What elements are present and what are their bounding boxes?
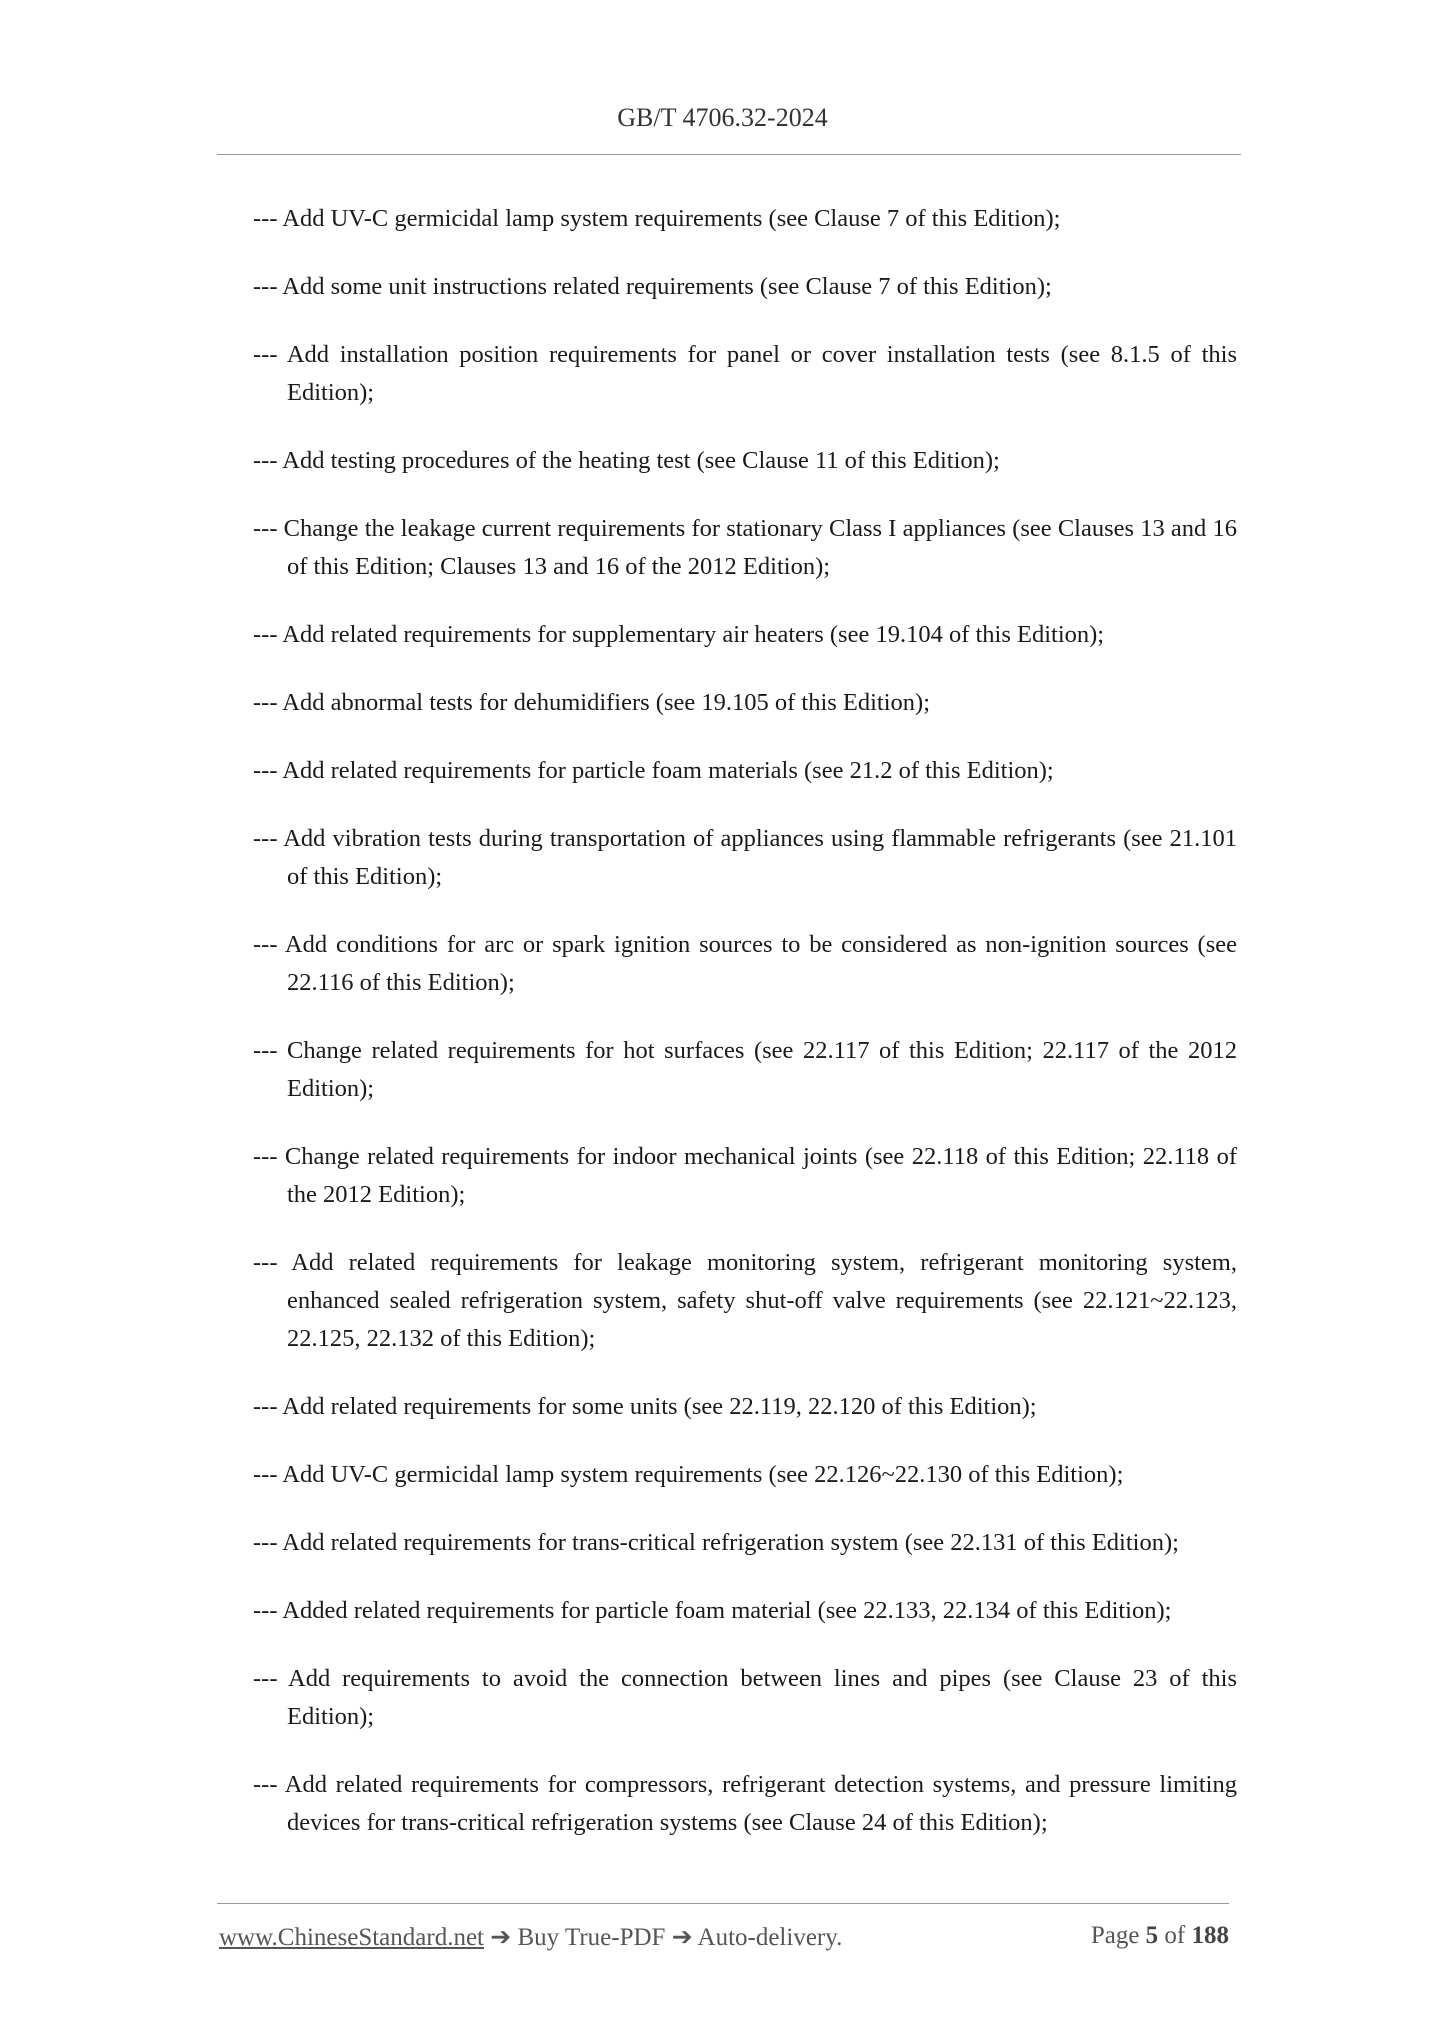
page-current: 5 [1145, 1922, 1159, 1949]
header-divider [217, 154, 1241, 155]
list-item: --- Add UV-C germicidal lamp system requirements (see Clause 7 of this Edition); [253, 205, 1061, 232]
buy-true-pdf-text: Buy True-PDF [517, 1924, 666, 1951]
list-item: --- Added related requirements for particle foam material (see 22.133, 22.134 of this Edition); [253, 1597, 1172, 1624]
change-list [253, 200, 1237, 1872]
list-item: --- Add related requirements for particle foam materials (see 21.2 of this Edition); [253, 757, 1054, 784]
auto-delivery-text: Auto-delivery. [697, 1924, 843, 1951]
list-item: --- Change related requirements for hot surfaces (see 22.117 of this Edition; 22.117 of the 2012 Edition); [253, 1037, 1237, 1102]
page-label: Page [1090, 1922, 1140, 1949]
list-item: --- Add related requirements for some units (see 22.119, 22.120 of this Edition); [253, 1393, 1037, 1420]
list-item: --- Add related requirements for supplementary air heaters (see 19.104 of this Edition); [253, 621, 1105, 648]
list-item: --- Add related requirements for leakage monitoring system, refrigerant monitoring system, enhanced sealed refrigeration system, safety shut-off valve requirements (see 22.121~22.123, 22.125, 22.132 of this Edition); [253, 1249, 1237, 1352]
page-indicator [1091, 1922, 1229, 1950]
page-of-label: of [1164, 1922, 1186, 1949]
list-item: --- Change the leakage current requirements for stationary Class I appliances (see Clauses 13 and 16 of this Edition; Clauses 13 and 16 of the 2012 Edition); [253, 515, 1237, 580]
list-item: --- Add installation position requirements for panel or cover installation tests (see 8.1.5 of this Edition); [253, 341, 1237, 406]
website-link[interactable]: www.ChineseStandard.net [219, 1924, 484, 1951]
list-item: --- Add conditions for arc or spark ignition sources to be considered as non-ignition sources (see 22.116 of this Edition); [253, 931, 1237, 996]
list-item: --- Add requirements to avoid the connection between lines and pipes (see Clause 23 of this Edition); [253, 1665, 1237, 1730]
footer-promo [219, 1922, 842, 1952]
list-item: --- Change related requirements for indoor mechanical joints (see 22.118 of this Edition; 22.118 of the 2012 Edition); [253, 1143, 1237, 1208]
arrow-right-icon: ➔ [490, 1924, 512, 1951]
document-header-title: GB/T 4706.32-2024 [617, 103, 828, 132]
list-item: --- Add some unit instructions related requirements (see Clause 7 of this Edition); [253, 273, 1052, 300]
list-item: --- Add testing procedures of the heating test (see Clause 11 of this Edition); [253, 447, 1000, 474]
list-item: --- Add UV-C germicidal lamp system requirements (see 22.126~22.130 of this Edition); [253, 1461, 1124, 1488]
footer-divider [217, 1903, 1229, 1904]
list-item: --- Add related requirements for compressors, refrigerant detection systems, and pressure limiting devices for trans-critical refrigeration systems (see Clause 24 of this Edition); [253, 1771, 1237, 1836]
list-item: --- Add abnormal tests for dehumidifiers (see 19.105 of this Edition); [253, 689, 931, 716]
list-item: --- Add vibration tests during transportation of appliances using flammable refrigerants (see 21.101 of this Edition); [253, 825, 1237, 890]
arrow-right-icon: ➔ [671, 1924, 693, 1951]
list-item: --- Add related requirements for trans-critical refrigeration system (see 22.131 of this Edition); [253, 1529, 1179, 1556]
page-total: 188 [1191, 1922, 1229, 1949]
